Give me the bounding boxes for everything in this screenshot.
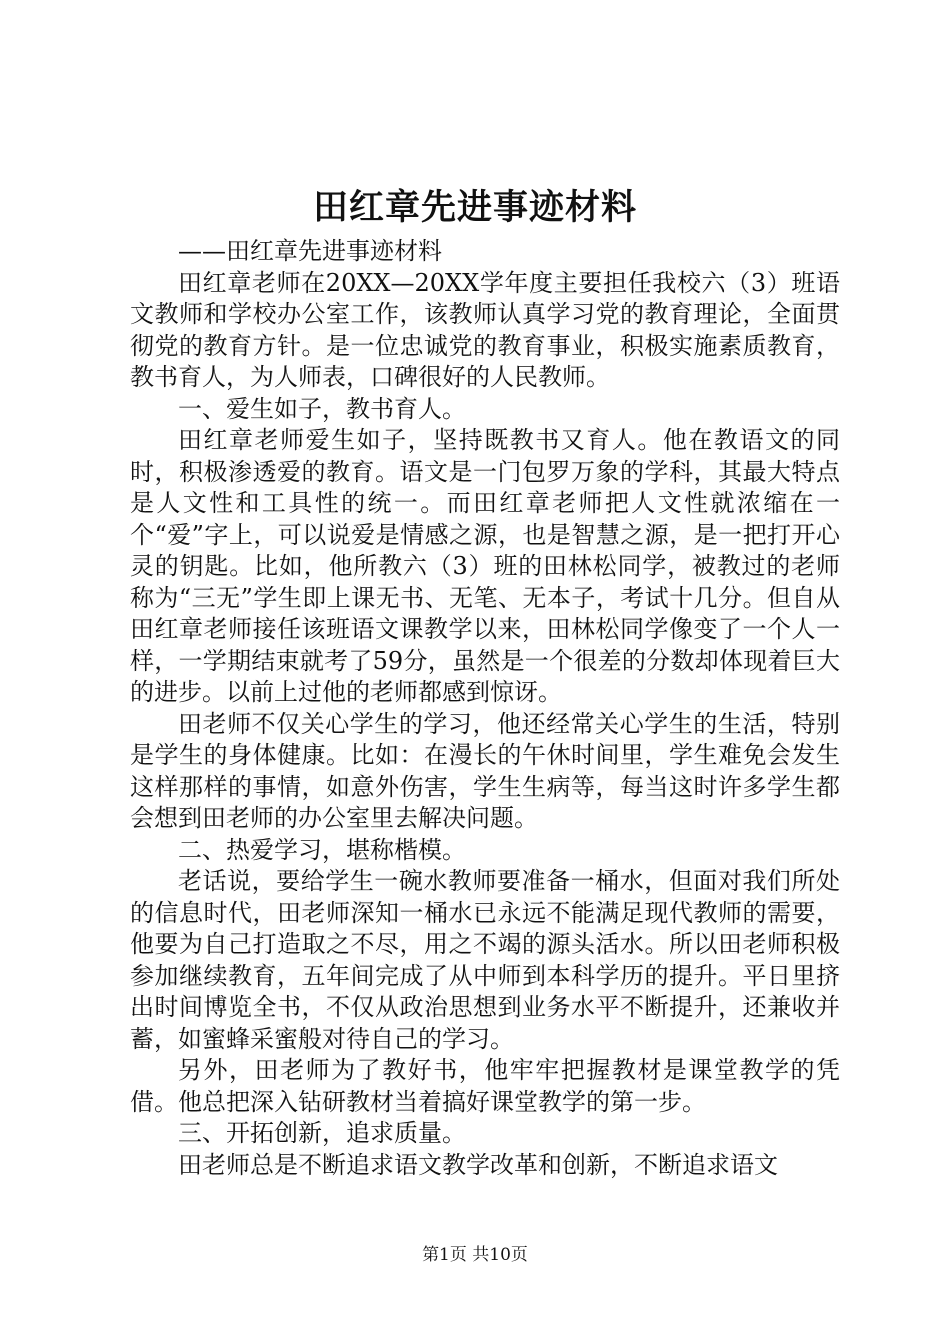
section-heading-2: 二、热爱学习，堪称楷模。 <box>178 835 466 864</box>
body-paragraph: 另外，田老师为了教好书，他牢牢把握教材是课堂教学的凭借。他总把深入钻研教材当着搞好课堂教学的第一步。 <box>130 1056 840 1116</box>
subtitle-paragraph: ——田红章先进事迹材料 <box>178 237 442 265</box>
body-paragraph: 老话说，要给学生一碗水教师要准备一桶水，但面对我们所处的信息时代，田老师深知一桶水已永远不能满足现代教师的需要，他要为自己打造取之不尽，用之不竭的源头活水。所以田老师积极参加继续教育，五年间完成了从中师到本科学历的提升。平日里挤出时间博览全书，不仅从政治思想到业务水平不断提升，还兼收并蓄，如蜜蜂采蜜般对待自己的学习。 <box>130 867 840 1053</box>
body-paragraph: 田老师不仅关心学生的学习，他还经常关心学生的生活，特别是学生的身体健康。比如：在漫长的午休时间里，学生难免会发生这样那样的事情，如意外伤害，学生生病等，每当这时许多学生都会想到田老师的办公室里去解决问题。 <box>130 709 840 832</box>
document-body <box>130 236 840 1181</box>
section-heading-3: 三、开拓创新，追求质量。 <box>178 1119 466 1147</box>
document-title: 田红章先进事迹材料 <box>312 187 637 228</box>
page-number-footer: 第1页 共10页 <box>422 1245 528 1265</box>
intro-paragraph: 田红章老师在20XX—20XX学年度主要担任我校六（3）班语文教师和学校办公室工作，该教师认真学习党的教育理论，全面贯彻党的教育方针。是一位忠诚党的教育事业，积极实施素质教育，教书育人，为人师表，口碑很好的人民教师。 <box>130 268 840 391</box>
body-paragraph: 田老师总是不断追求语文教学改革和创新，不断追求语文 <box>178 1150 778 1179</box>
section-heading-1: 一、爱生如子，教书育人。 <box>178 394 466 423</box>
body-paragraph: 田红章老师爱生如子，坚持既教书又育人。他在教语文的同时，积极渗透爱的教育。语文是一门包罗万象的学科，其最大特点是人文性和工具性的统一。而田红章老师把人文性就浓缩在一个“爱”字上，可以说爱是情感之源，也是智慧之源，是一把打开心灵的钥匙。比如，他所教六（3）班的田林松同学，被教过的老师称为“三无”学生即上课无书、无笔、无本子，考试十几分。但自从田红章老师接任该班语文课教学以来，田林松同学像变了一个人一样，一学期结束就考了59分，虽然是一个很差的分数却体现着巨大的进步。以前上过他的老师都感到惊讶。 <box>130 426 840 706</box>
